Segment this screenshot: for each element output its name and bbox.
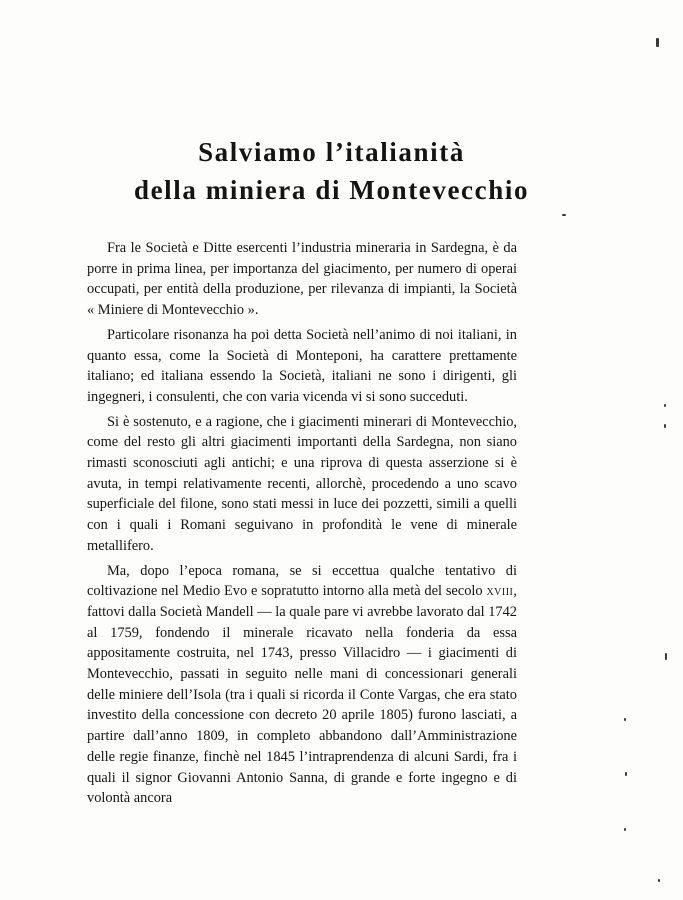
scan-speck — [664, 424, 666, 428]
scan-speck — [664, 404, 666, 407]
paragraph-1: Fra le Società e Ditte esercenti l’industria mineraria in Sardegna, è da porre in prima linea, per importanza del giacimento, per numero di operai occupati, per entità della produzione, per rilevanza di impianti, la Società « Miniere di Montevecchio ». — [87, 240, 517, 319]
paragraph-4-part-2: , fattovi dalla Società Mandell — la quale pare vi avrebbe lavorato dal 1742 al 1759, fondendo il minerale ricavato nella fonderia da essa appositamente costruita, nel 1743, presso Villacidro — i giacimenti di Montevecchio, passati in seguito nelle mani di concessionari generali delle miniere dell’Isola (tra i quali si ricorda il Conte Vargas, che era stato investito della concessione con decreto 20 aprile 1805) furono lasciati, a partire dall’anno 1809, in completo abbandono dall’Amministrazione delle regie finanze, finchè nel 1845 l’intraprendenza di alcuni Sardi, fra i quali il signor Giovanni Antonio Sanna, di grande e forte ingegno e di volontà ancora — [87, 583, 517, 807]
scan-speck — [625, 772, 627, 776]
paragraph-4-part-1: Ma, dopo l’epoca romana, se si eccettua qualche tentativo di coltivazione nel Medio Evo e sopratutto intorno alla metà del secolo — [87, 562, 517, 600]
article-body — [87, 238, 517, 813]
scan-speck — [658, 879, 660, 882]
paragraph-2: Particolare risonanza ha poi detta Società nell’animo di noi italiani, in quanto essa, come la Società di Monteponi, ha carattere prettamente italiano; ed italiana essendo la Società, italiani ne sono i dirigenti, gli ingegneri, i consulenti, che con varia vicenda vi si sono succeduti. — [87, 326, 517, 405]
scan-speck — [624, 718, 626, 721]
scan-speck — [562, 214, 566, 216]
scan-speck — [665, 653, 667, 660]
scan-speck — [624, 828, 626, 831]
title-line-1: Salviamo l’italianità — [198, 137, 465, 167]
paragraph-4 — [87, 561, 517, 809]
article-title — [40, 133, 623, 209]
century-numeral: xviii — [486, 583, 514, 600]
paragraph-3: Si è sostenuto, e a ragione, che i giacimenti minerari di Montevecchio, come del resto gli altri giacimenti importanti della Sardegna, non siano rimasti sconosciuti agli antichi; e una riprova di questa asserzione si è avuta, in tempi relativamente recenti, allorchè, procedendo a uno scavo superficiale del filone, sono stati messi in luce dei pozzetti, simili a quelli con i quali i Romani seguivano in profondità le vene di minerale metallifero. — [87, 413, 517, 554]
scan-speck — [656, 38, 659, 47]
title-line-2: della miniera di Montevecchio — [133, 175, 530, 205]
